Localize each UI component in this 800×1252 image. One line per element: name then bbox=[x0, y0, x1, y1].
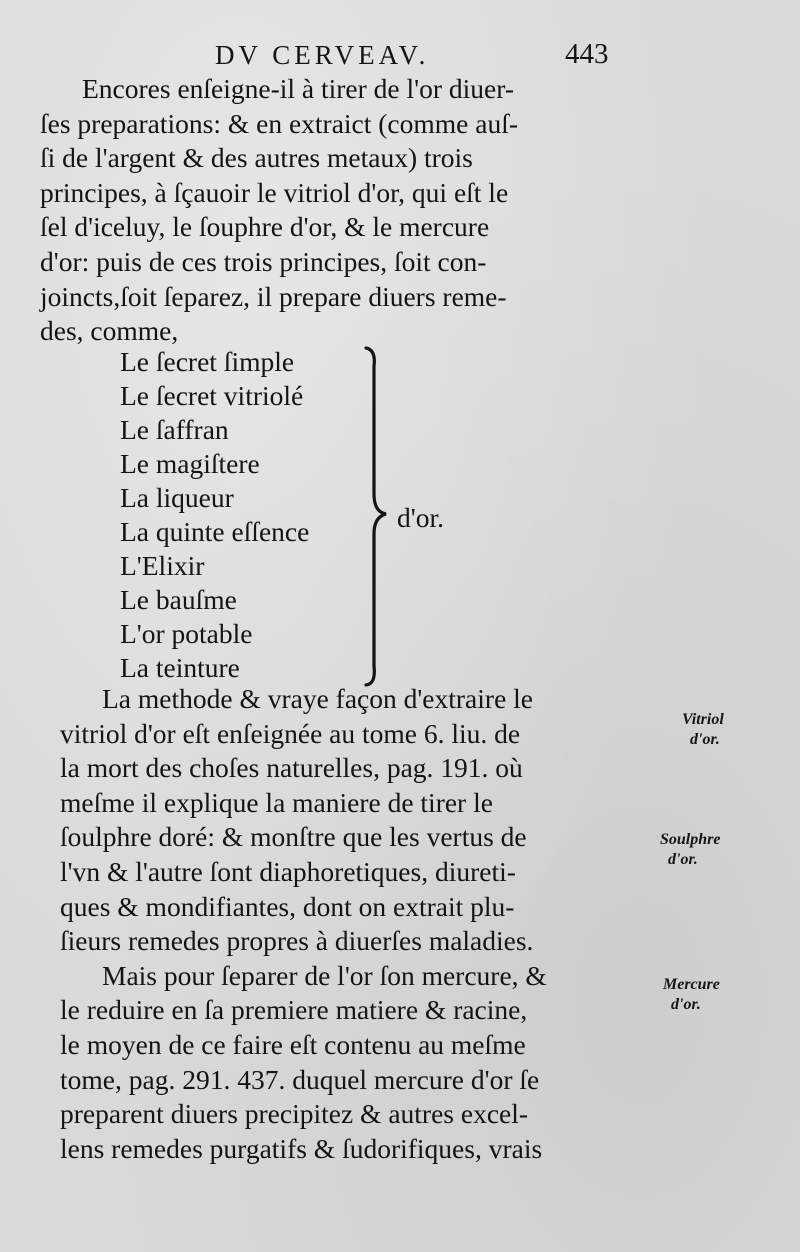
page-number: 443 bbox=[565, 38, 609, 70]
text-line: principes, à ſçauoir le vitriol d'or, qui eſt le bbox=[40, 176, 509, 208]
list-item: La quinte eſſence bbox=[120, 516, 310, 547]
text-line: des, comme, bbox=[40, 315, 179, 347]
margin-note-line: Mercure bbox=[663, 976, 720, 993]
list-item: L'or potable bbox=[120, 618, 253, 649]
text-line: ques & mondifiantes, dont on extrait plu- bbox=[60, 890, 515, 922]
list-item: Le ſaffran bbox=[120, 414, 229, 445]
text-line: La methode & vraye façon d'extraire le bbox=[102, 683, 533, 714]
margin-note-mercure bbox=[663, 975, 720, 1015]
list-item: La teinture bbox=[120, 652, 240, 683]
list-item: L'Elixir bbox=[120, 550, 205, 581]
text-line: la mort des choſes naturelles, pag. 191. où bbox=[60, 752, 523, 784]
brace-label: d'or. bbox=[397, 502, 444, 533]
margin-note-line: d'or. bbox=[690, 731, 720, 748]
list-item: Le magiſtere bbox=[120, 448, 260, 479]
text-line: l'vn & l'autre ſont diaphoretiques, diureti- bbox=[60, 855, 516, 887]
paragraph-1 bbox=[40, 72, 630, 349]
list-item: Le ſecret vitriolé bbox=[120, 380, 304, 411]
text-line: Encores enſeigne-il à tirer de l'or diuer- bbox=[82, 73, 514, 104]
margin-note-line: Soulphre bbox=[660, 831, 721, 848]
text-line: Mais pour ſeparer de l'or ſon mercure, & bbox=[102, 959, 547, 991]
margin-note-soulphre bbox=[660, 830, 720, 870]
remedies-list bbox=[120, 345, 309, 685]
text-line: vitriol d'or eſt enſeignée au tome 6. liu. de bbox=[60, 717, 521, 749]
text-line: ſieurs remedes propres à diuerſes maladies. bbox=[60, 925, 534, 957]
text-line: meſme il explique la maniere de tirer le bbox=[60, 786, 493, 818]
text-line: ſes preparations: & en extraict (comme auſ- bbox=[40, 107, 519, 139]
text-line: preparent diuers precipitez & autres excel- bbox=[60, 1098, 529, 1130]
text-line: le moyen de ce faire eſt contenu au meſme bbox=[60, 1028, 526, 1060]
margin-note-vitriol bbox=[682, 710, 724, 750]
paragraph-2-3 bbox=[60, 682, 660, 1166]
margin-note-line: Vitriol bbox=[682, 711, 724, 728]
list-item: Le ſecret ſimple bbox=[120, 346, 295, 377]
text-line: ſel d'iceluy, le ſouphre d'or, & le mercure bbox=[40, 211, 490, 243]
text-line: tome, pag. 291. 437. duquel mercure d'or ſe bbox=[60, 1063, 540, 1095]
margin-note-line: d'or. bbox=[668, 851, 698, 868]
running-head: DV CERVEAV. bbox=[215, 40, 430, 70]
text-line: ſoulphre doré: & monſtre que les vertus de bbox=[60, 821, 527, 853]
margin-note-line: d'or. bbox=[671, 996, 701, 1013]
text-line: d'or: puis de ces trois principes, ſoit con- bbox=[40, 245, 487, 277]
curly-brace-icon bbox=[362, 344, 392, 689]
page-header bbox=[0, 36, 800, 70]
text-line: le reduire en ſa premiere matiere & racine, bbox=[60, 994, 528, 1026]
text-line: lens remedes purgatifs & ſudorifiques, vrais bbox=[60, 1132, 543, 1164]
text-line: joincts,ſoit ſeparez, il prepare diuers reme- bbox=[40, 280, 507, 312]
list-item: La liqueur bbox=[120, 482, 234, 513]
list-item: Le bauſme bbox=[120, 584, 237, 615]
text-line: ſi de l'argent & des autres metaux) trois bbox=[40, 142, 473, 174]
